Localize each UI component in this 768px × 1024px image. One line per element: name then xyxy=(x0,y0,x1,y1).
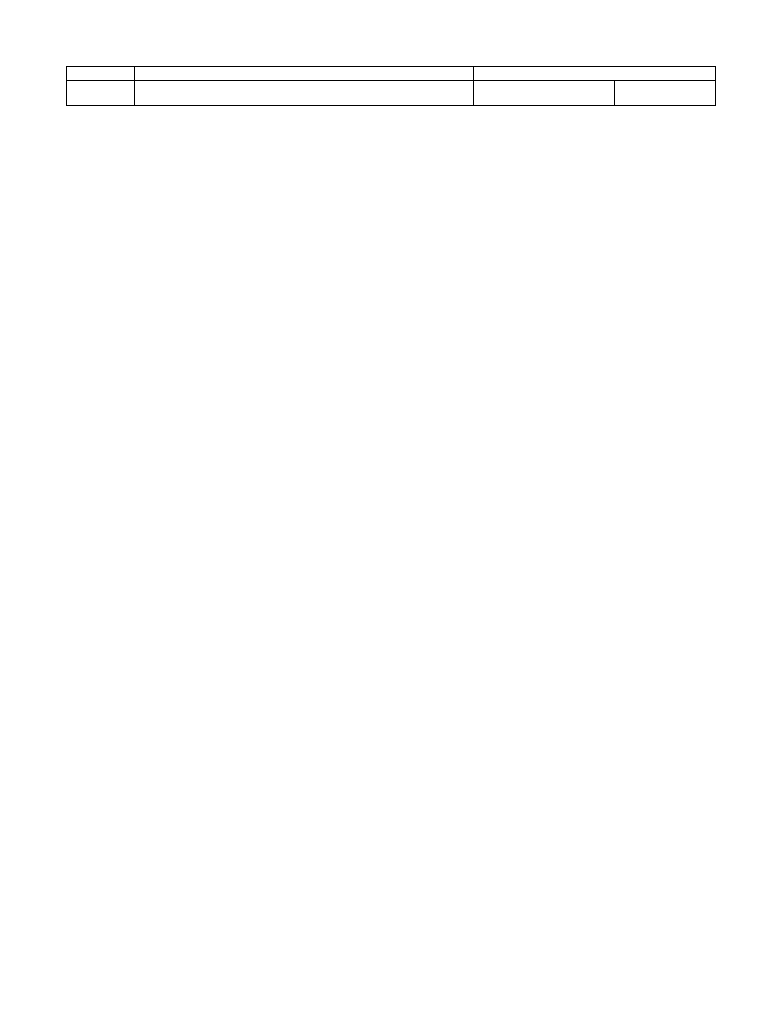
party-point-of-view-header xyxy=(615,81,716,106)
cyh-point-of-view-header xyxy=(474,81,615,106)
january-header-row xyxy=(67,81,716,106)
date-header xyxy=(67,67,135,81)
table-body-top xyxy=(67,67,716,106)
header-row xyxy=(67,67,716,81)
supporting-documents-header xyxy=(474,67,716,81)
transactions-header xyxy=(135,67,474,81)
transactions-table-top xyxy=(66,66,716,106)
month-label-january xyxy=(67,81,135,106)
